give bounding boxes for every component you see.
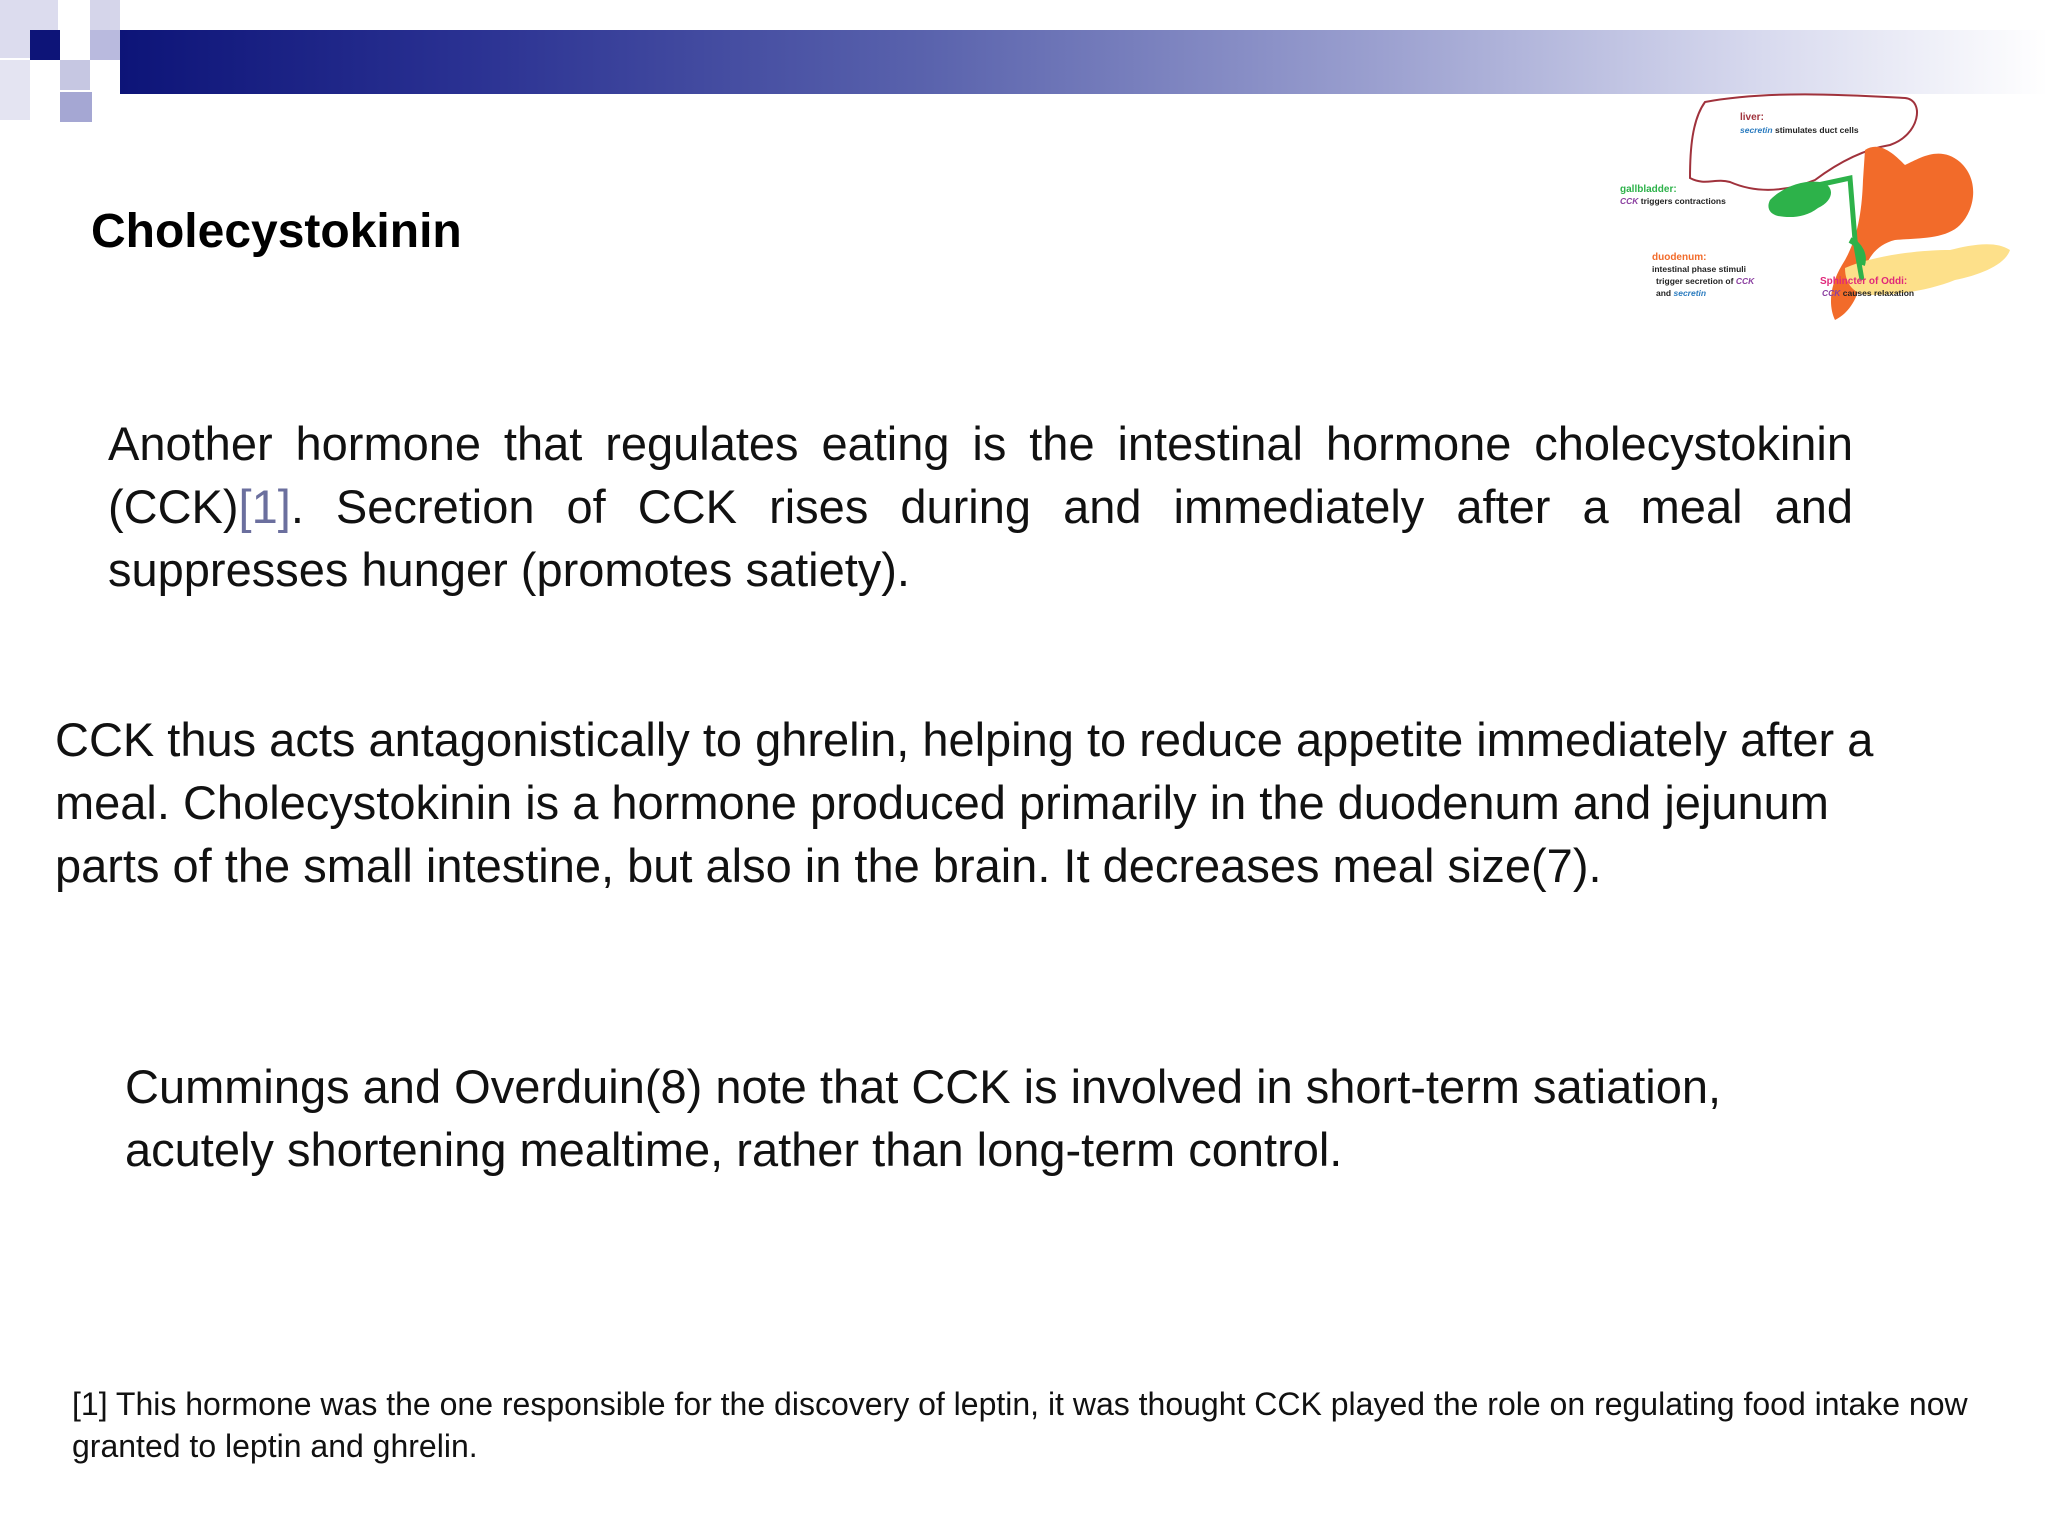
footnote-reference-link[interactable]: [1] [238,480,291,533]
paragraph-cck-intro-text-a: Another hormone that regulates eating is the intestinal hormone cholecystokinin (CCK) [108,417,1853,533]
duodenum-line1: intestinal phase stimuli [1652,264,1746,274]
svg-text:CCK causes relaxation [1822,288,1914,298]
svg-text:secretin stimulates duct cells [1740,125,1859,135]
sphincter-description: causes relaxation [1840,288,1915,298]
duodenum-cck-text: CCK [1735,276,1755,286]
header-square-mid [60,60,90,90]
liver-secretin-text: secretin [1740,125,1773,135]
duodenum-label: duodenum: [1652,252,1707,263]
gallbladder-cck-text: CCK [1620,196,1639,206]
duodenum-line2: trigger secretion of [1656,276,1736,286]
svg-text:CCK triggers contractions [1620,196,1726,206]
gallbladder-description: triggers contractions [1638,196,1726,206]
sphincter-label: Sphincter of Oddi: [1820,276,1908,287]
header-square-mid [90,30,120,60]
title-gradient-bar [120,30,2048,94]
slide-title: Cholecystokinin [91,205,462,258]
paragraph-cummings-overduin: Cummings and Overduin(8) note that CCK is involved in short-term satiation, acutely shortening mealtime, rather than long-term control. [125,1060,1722,1176]
header-square-light [90,0,120,30]
header-square-mid [60,92,92,122]
paragraph-cck-intro-text-b: . Secretion of CCK rises during and immediately after a meal and suppresses hunger (promotes satiety). [108,480,1853,596]
svg-text:trigger secretion of CCK [1656,276,1755,286]
footnote: [1] This hormone was the one responsible for the discovery of leptin, it was thought CCK played the role on regulating food intake now granted to leptin and ghrelin. [72,1386,1968,1464]
header-square-light [0,60,30,120]
sphincter-cck-text: CCK [1822,288,1841,298]
liver-label: liver: [1740,112,1764,123]
duodenum-line3: and [1656,288,1674,298]
paragraph-cck-intro [108,412,1853,601]
svg-text:and secretin [1656,288,1706,298]
gallbladder-label: gallbladder: [1620,184,1677,195]
duodenum-secretin-text: secretin [1673,288,1707,298]
paragraph-cck-ghrelin: CCK thus acts antagonistically to ghrelin, helping to reduce appetite immediately after a meal. Cholecystokinin is a hormone produced primarily in the duodenum and jejunum parts of the small intestine, but also in the brain. It decreases meal size(7). [55,713,1874,892]
header-square-dark [30,30,60,60]
digestive-system-diagram [1620,90,2020,325]
liver-description: stimulates duct cells [1772,125,1859,135]
